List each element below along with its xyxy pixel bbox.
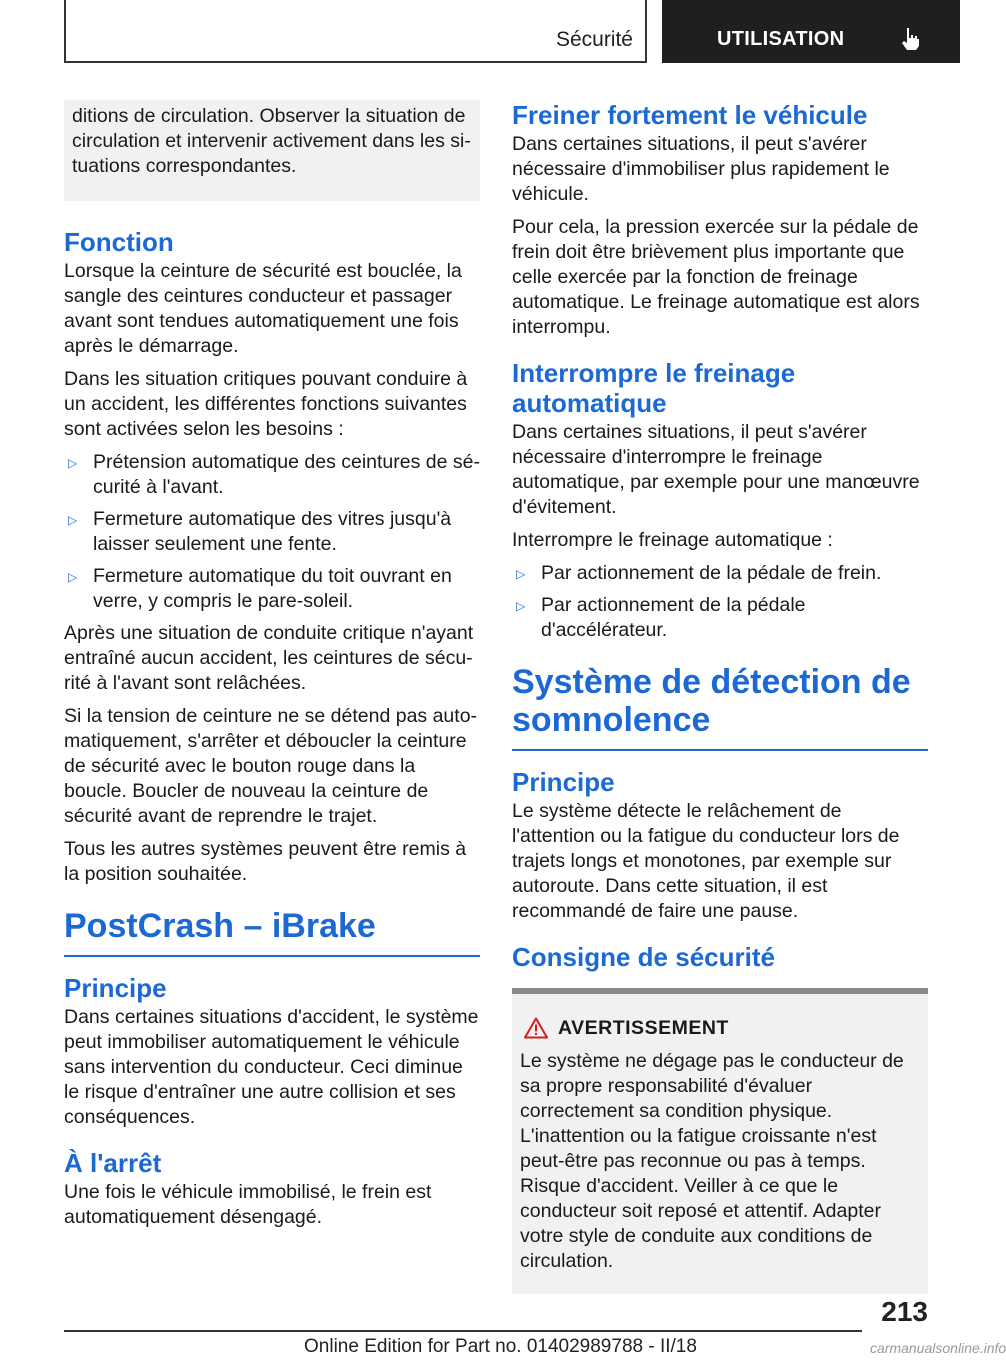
interrupt-list <box>512 561 928 643</box>
warning-text: Le système ne dégage pas le conducteur de sa propre responsabilité d'évaluer correctement sa condition physique. L'inattention ou la fatigue croissante n'est peut-être pas reconnue ou pas à temps. Risque d'accident. Veiller à ce que le conducteur soit reposé et attentif. Adapter votre style de conduite aux conditions de circulation. <box>520 1050 904 1272</box>
warning-triangle-icon <box>524 1017 548 1039</box>
edition-text: Online Edition for Part no. 01402989788 - II/18 <box>304 1336 697 1357</box>
list-item-text: Fermeture automatique des vitres jusqu'à laisser seulement une fente. <box>93 508 452 555</box>
section-divider <box>64 955 480 957</box>
section-title: Sécurité <box>555 28 633 51</box>
watermark-text: carmanualsonline.info <box>870 1340 1006 1356</box>
function-list <box>64 450 480 614</box>
section-divider <box>512 749 928 751</box>
list-item <box>512 593 928 643</box>
heading-principe: Principe <box>64 973 167 1003</box>
heading-principe: Principe <box>512 767 615 797</box>
list-item <box>64 507 480 557</box>
note-text: ditions de circulation. Observer la situation de circulation et intervenir activement dans les situations correspondantes. <box>72 105 471 177</box>
heading-freiner: Freiner fortement le véhicule <box>512 100 868 130</box>
triangle-bullet-icon: ▷ <box>68 513 78 527</box>
triangle-bullet-icon: ▷ <box>68 456 78 470</box>
section-tab <box>64 0 647 63</box>
page-number: 213 <box>881 1296 928 1327</box>
paragraph: Lorsque la ceinture de sécurité est bouclée, la sangle des ceintures conducteur et passager avant sont tendues automatiquement une fois après le démarrage. <box>64 260 462 357</box>
paragraph: Si la tension de ceinture ne se détend pas automatiquement, s'arrêter et déboucler la ceinture de sécurité avec le bouton rouge dans la boucle. Boucler de nouveau la ceinture de sécurité avant de reprendre le trajet. <box>64 705 478 827</box>
warning-box <box>512 988 928 1294</box>
hand-pointer-icon <box>898 26 924 52</box>
chapter-title: UTILISATION <box>717 28 845 50</box>
heading-interrompre: Interrompre le freinage automatique <box>512 358 796 418</box>
section-title-somnolence: Système de détection de somnolence <box>512 663 911 739</box>
paragraph: Dans certaines situations, il peut s'avérer nécessaire d'interrompre le freinage automatique, par exemple pour une manœuvre d'évitement. <box>512 421 920 518</box>
paragraph: Dans les situation critiques pouvant conduire à un accident, les différentes fonctions suivantes sont activées selon les besoins : <box>64 368 468 440</box>
page-header <box>0 0 960 66</box>
warning-header <box>520 1016 920 1041</box>
footer-divider <box>64 1330 862 1332</box>
heading-consigne: Consigne de sécurité <box>512 942 775 972</box>
triangle-bullet-icon: ▷ <box>516 599 526 613</box>
left-column <box>64 100 480 1238</box>
list-item-text: Prétension automatique des ceintures de sécurité à l'avant. <box>93 451 480 498</box>
section-title-postcrash: PostCrash – iBrake <box>64 907 376 945</box>
warning-label: AVERTISSEMENT <box>558 1017 729 1039</box>
heading-fonction: Fonction <box>64 227 174 257</box>
list-item <box>64 450 480 500</box>
paragraph: Pour cela, la pression exercée sur la pédale de frein doit être brièvement plus importante que celle exercée par la fonction de freinage automatique. Le freinage automatique est alors interrompu. <box>512 216 920 338</box>
list-item <box>64 564 480 614</box>
note-box <box>64 100 480 201</box>
paragraph: Dans certaines situations, il peut s'avérer nécessaire d'immobiliser plus rapidement le véhicule. <box>512 133 890 205</box>
paragraph: Tous les autres systèmes peuvent être remis à la position souhaitée. <box>64 838 467 885</box>
paragraph: Une fois le véhicule immobilisé, le frein est automatiquement désengagé. <box>64 1181 432 1228</box>
heading-arret: À l'arrêt <box>64 1148 162 1178</box>
list-item <box>512 561 928 586</box>
triangle-bullet-icon: ▷ <box>68 570 78 584</box>
chapter-tab <box>662 0 960 63</box>
paragraph: Le système détecte le relâchement de l'attention ou la fatigue du conducteur lors de trajets longs et monotones, par exemple sur autoroute. Dans cette situation, il est recommandé de faire une pause. <box>512 800 900 922</box>
list-item-text: Par actionnement de la pédale de frein. <box>541 562 882 584</box>
paragraph: Après une situation de conduite critique n'ayant entraîné aucun accident, les ceintures de sécurité à l'avant sont relâchées. <box>64 622 474 694</box>
right-column <box>512 100 928 1294</box>
list-item-text: Par actionnement de la pédale d'accélérateur. <box>541 594 806 641</box>
triangle-bullet-icon: ▷ <box>516 567 526 581</box>
paragraph: Interrompre le freinage automatique : <box>512 529 833 551</box>
list-item-text: Fermeture automatique du toit ouvrant en verre, y compris le pare-soleil. <box>93 565 452 612</box>
paragraph: Dans certaines situations d'accident, le système peut immobiliser automatiquement le véhicule sans intervention du conducteur. Ceci diminue le risque d'entraîner une autre collision et ses conséquences. <box>64 1006 479 1128</box>
